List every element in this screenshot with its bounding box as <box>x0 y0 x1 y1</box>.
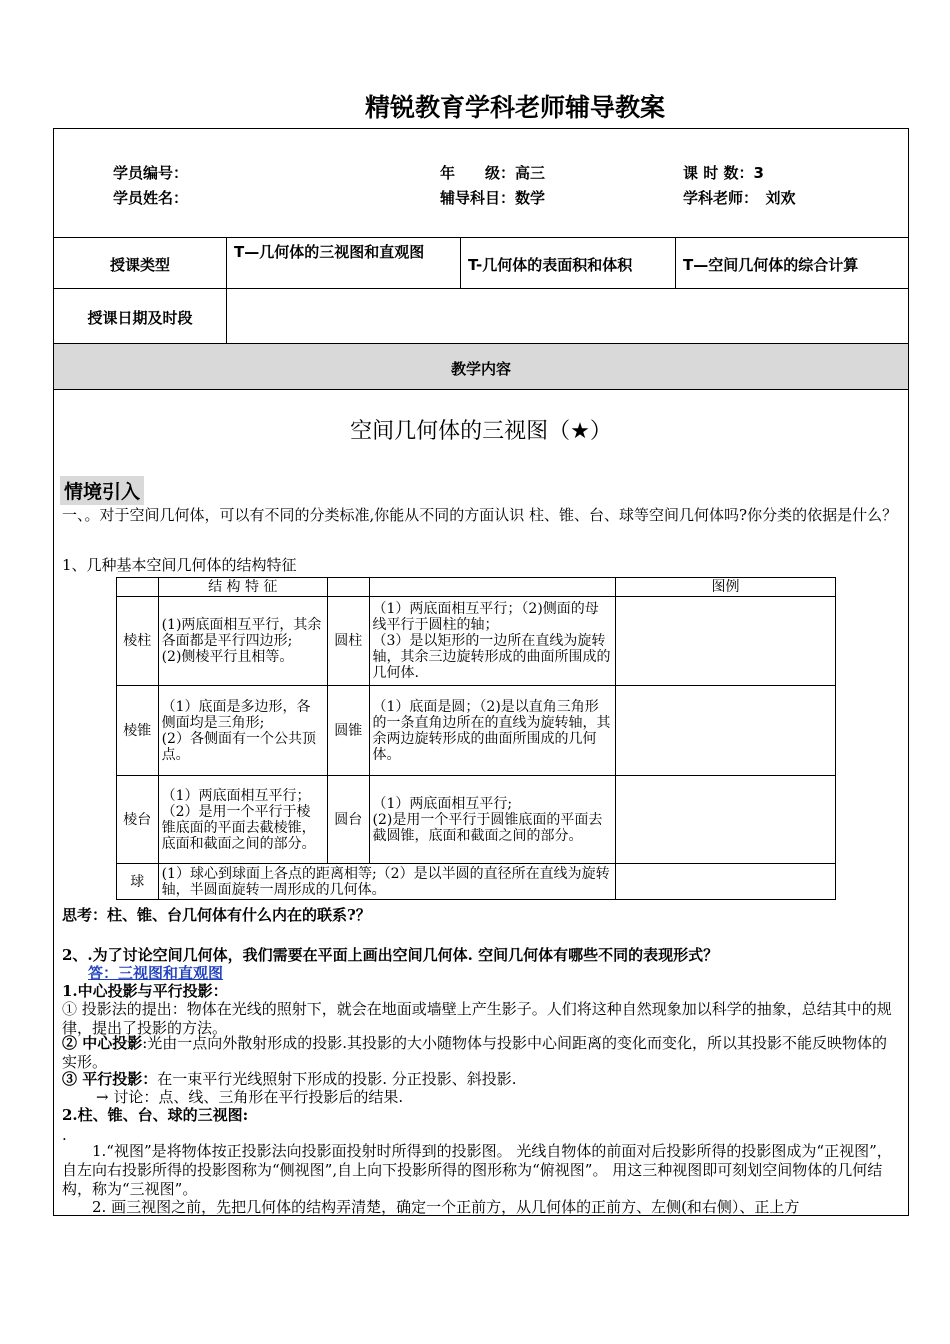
solid-description: （1）两底面相互平行；（2）是用一个平行于棱锥底面的平面去截棱锥，底面和截面之间的部分。 <box>158 776 327 864</box>
lessons-label: 课 时 数：3 <box>683 164 764 182</box>
question-2: 2、.为了讨论空间几何体，我们需要在平面上画出空间几何体. 空间几何体有哪些不同的表现形式？ <box>62 946 719 964</box>
paragraph-drawing: 2. 画三视图之前，先把几何体的结构弄清楚，确定一个正前方，从几何体的正前方、左侧(和右侧）、正上方 <box>92 1198 800 1216</box>
intro-question: 一、。对于空间几何体，可以有不同的分类标准,你能从不同的方面认识 柱、锥、台、球等空间几何体吗?你分类的依据是什么？ <box>62 506 898 524</box>
example-cell <box>615 776 835 864</box>
course-type-label: 授课类型 <box>109 256 170 274</box>
divider <box>226 237 227 343</box>
teaching-content-label: 教学内容 <box>450 360 511 378</box>
solid-name: 圆柱 <box>327 597 369 686</box>
document-title: 精锐教育学科老师辅导教案 <box>364 93 665 122</box>
divider <box>53 237 909 238</box>
solid-name: 棱柱 <box>117 597 159 686</box>
example-cell <box>615 597 835 686</box>
divider <box>53 389 909 390</box>
solid-description: （1）两底面相互平行; (2)是用一个平行于圆锥底面的平面去截圆锥，底面和截面之间的部分。 <box>369 776 615 864</box>
course-topic-3: T—空间几何体的综合计算 <box>683 256 859 274</box>
student-name-label: 学员姓名： <box>113 189 189 207</box>
answer: 答：三视图和直观图 <box>88 964 224 982</box>
table-corner <box>117 578 159 597</box>
table-header-structure: 结 构 特 征 <box>158 578 327 597</box>
paragraph-text: :光由一点向外散射形成的投影.其投影的大小随物体与投影中心间距离的变化而变化，所以其投影不能反映物体的实形。 <box>62 1034 888 1071</box>
student-id-label: 学员编号： <box>113 164 189 182</box>
subsection-2-title: 2.柱、锥、台、球的三视图: <box>62 1106 249 1124</box>
solid-description: (1)两底面相互平行，其余各面都是平行四边形; (2)侧棱平行且相等。 <box>158 597 327 686</box>
paragraph-lead: ② 中心投影 <box>62 1034 143 1052</box>
paragraph-central-projection <box>62 1034 902 1072</box>
paragraph-views: 1.“视图”是将物体按正投影法向投影面投射时所得到的投影图。 光线自物体的前面对后投影所得的投影图成为“正视图”，自左向右投影所得的投影图称为“侧视图”,自上向下投影所得的图形称为“俯视图”。 用这三种视图即可刻划空间物体的几何结构，称为“三视图”。 <box>62 1142 892 1198</box>
table-header-example: 图例 <box>615 578 835 597</box>
grade-label: 年 级：高三 <box>440 164 546 182</box>
divider <box>460 237 461 288</box>
solid-description: (1）球心到球面上各点的距离相等;（2）是以半圆的直径所在直线为旋转轴，半圆面旋转一周形成的几何体。 <box>158 864 615 900</box>
think-question: 思考：柱、锥、台几何体有什么内在的联系?？ <box>62 906 371 924</box>
paragraph-text: 物体在光线的照射下，就会在地面或墙壁上产生影子。人们将这种自然现象加以科学的抽象，总结其中的规律，提出了投影的方法。 <box>62 1000 892 1037</box>
solid-name: 球 <box>117 864 159 900</box>
solid-name: 棱锥 <box>117 686 159 776</box>
solid-name: 圆台 <box>327 776 369 864</box>
solid-description: （1）底面是多边形，各侧面均是三角形; (2）各侧面有一个公共顶点。 <box>158 686 327 776</box>
table-caption: 1、几种基本空间几何体的结构特征 <box>62 556 297 574</box>
example-cell <box>615 686 835 776</box>
context-heading: 情境引入 <box>60 476 144 505</box>
solid-description: （1）底面是圆；（2)是以直角三角形的一条直角边所在的直线为旋转轴，其余两边旋转形成的曲面所围成的几何体。 <box>369 686 615 776</box>
section-title: 空间几何体的三视图（★） <box>350 419 612 444</box>
divider <box>53 288 909 289</box>
structure-table <box>116 577 836 900</box>
paragraph-text: 在一束平行光线照射下形成的投影. 分正投影、斜投影. <box>157 1070 517 1088</box>
discussion-line: → 讨论：点、线、三角形在平行投影后的结果. <box>96 1088 404 1106</box>
paragraph-parallel-projection <box>62 1070 902 1089</box>
example-cell <box>615 864 835 900</box>
paragraph-lead: ① 投影法的提出： <box>62 1000 187 1018</box>
subject-label: 辅导科目：数学 <box>440 189 546 207</box>
paragraph-lead: ③ 平行投影： <box>62 1070 158 1088</box>
solid-name: 棱台 <box>117 776 159 864</box>
table-header-blank <box>327 578 369 597</box>
subsection-1-title: 1.中心投影与平行投影： <box>62 982 228 1000</box>
paragraph-projection-method <box>62 1000 902 1038</box>
divider <box>675 237 676 288</box>
dot-marker: . <box>62 1126 67 1144</box>
solid-description: （1）两底面相互平行；（2)侧面的母线平行于圆柱的轴； （3）是以矩形的一边所在直线为旋转轴，其余三边旋转形成的曲面所围成的几何体. <box>369 597 615 686</box>
course-topic-1: T—几何体的三视图和直观图 <box>234 243 425 261</box>
table-header-blank <box>369 578 615 597</box>
course-topic-2: T-几何体的表面积和体积 <box>468 256 633 274</box>
course-date-label: 授课日期及时段 <box>87 309 193 327</box>
solid-name: 圆锥 <box>327 686 369 776</box>
teacher-label: 学科老师： 刘欢 <box>683 189 796 207</box>
